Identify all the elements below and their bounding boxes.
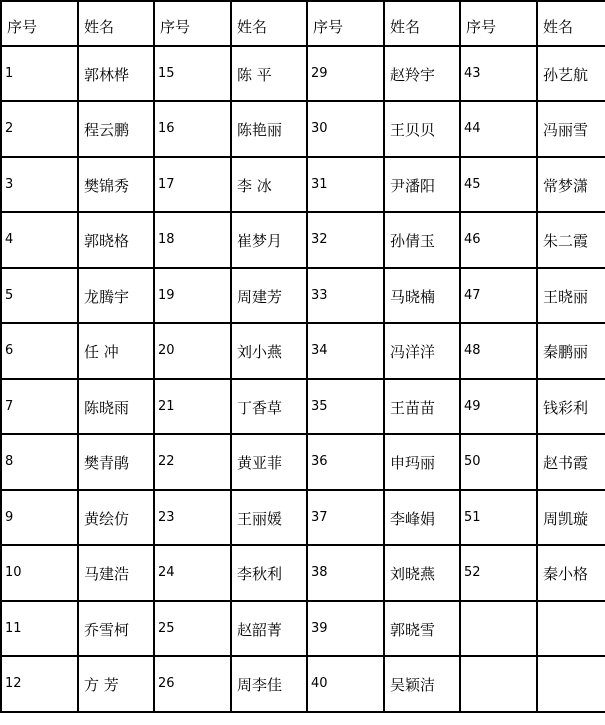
cell-number: 19 (154, 268, 231, 323)
cell-name: 马晓楠 (384, 268, 460, 323)
cell-number: 25 (154, 601, 231, 656)
cell-number: 8 (1, 434, 78, 490)
cell-name: 郭晓雪 (384, 601, 460, 656)
table-header-row (1, 1, 605, 46)
cell-name: 冯丽雪 (537, 101, 605, 157)
cell-name: 吴颖洁 (384, 656, 460, 712)
cell-number: 24 (154, 545, 231, 601)
cell-name: 朱二霞 (537, 212, 605, 268)
header-cell-name: 姓名 (231, 1, 307, 46)
cell-number: 26 (154, 656, 231, 712)
cell-name (537, 601, 605, 656)
cell-name: 秦鹏丽 (537, 323, 605, 379)
cell-name: 孙倩玉 (384, 212, 460, 268)
cell-number: 35 (307, 379, 384, 434)
cell-number: 33 (307, 268, 384, 323)
cell-name: 郭林桦 (78, 46, 154, 101)
table-row (1, 545, 605, 601)
cell-name: 陈艳丽 (231, 101, 307, 157)
cell-name: 方 芳 (78, 656, 154, 712)
cell-name: 常梦潇 (537, 157, 605, 212)
cell-number: 52 (460, 545, 537, 601)
cell-number: 43 (460, 46, 537, 101)
cell-number: 46 (460, 212, 537, 268)
cell-name: 李峰娟 (384, 490, 460, 545)
cell-name: 王苗苗 (384, 379, 460, 434)
cell-number: 29 (307, 46, 384, 101)
cell-name: 乔雪柯 (78, 601, 154, 656)
cell-number: 40 (307, 656, 384, 712)
cell-number: 12 (1, 656, 78, 712)
table-row (1, 490, 605, 545)
cell-name: 王丽媛 (231, 490, 307, 545)
cell-number: 32 (307, 212, 384, 268)
cell-number: 2 (1, 101, 78, 157)
cell-number: 16 (154, 101, 231, 157)
cell-name: 赵书霞 (537, 434, 605, 490)
cell-name: 周建芳 (231, 268, 307, 323)
table-row (1, 46, 605, 101)
cell-number: 23 (154, 490, 231, 545)
header-cell-number: 序号 (460, 1, 537, 46)
cell-name: 刘小燕 (231, 323, 307, 379)
cell-name: 丁香草 (231, 379, 307, 434)
table-row (1, 379, 605, 434)
cell-number: 37 (307, 490, 384, 545)
cell-name: 周凯璇 (537, 490, 605, 545)
cell-name (537, 656, 605, 712)
cell-number: 45 (460, 157, 537, 212)
table-row (1, 212, 605, 268)
cell-number: 22 (154, 434, 231, 490)
cell-number: 5 (1, 268, 78, 323)
header-cell-number: 序号 (307, 1, 384, 46)
cell-number: 3 (1, 157, 78, 212)
cell-name: 郭晓格 (78, 212, 154, 268)
cell-number: 4 (1, 212, 78, 268)
table-row (1, 601, 605, 656)
cell-name: 王晓丽 (537, 268, 605, 323)
cell-name: 钱彩利 (537, 379, 605, 434)
header-cell-name: 姓名 (78, 1, 154, 46)
cell-name: 李秋利 (231, 545, 307, 601)
cell-name: 樊锦秀 (78, 157, 154, 212)
cell-number: 36 (307, 434, 384, 490)
cell-number: 17 (154, 157, 231, 212)
table-row (1, 157, 605, 212)
cell-name: 王贝贝 (384, 101, 460, 157)
cell-name: 周李佳 (231, 656, 307, 712)
cell-number: 49 (460, 379, 537, 434)
cell-number: 50 (460, 434, 537, 490)
cell-name: 赵羚宇 (384, 46, 460, 101)
cell-number: 48 (460, 323, 537, 379)
header-cell-number: 序号 (1, 1, 78, 46)
cell-number: 39 (307, 601, 384, 656)
cell-number: 1 (1, 46, 78, 101)
cell-number: 31 (307, 157, 384, 212)
cell-number: 47 (460, 268, 537, 323)
cell-number: 20 (154, 323, 231, 379)
cell-name: 樊青鹃 (78, 434, 154, 490)
cell-name: 孙艺航 (537, 46, 605, 101)
cell-name: 马建浩 (78, 545, 154, 601)
cell-number (460, 656, 537, 712)
header-cell-number: 序号 (154, 1, 231, 46)
table-row (1, 101, 605, 157)
table-row (1, 656, 605, 712)
cell-name: 李 冰 (231, 157, 307, 212)
cell-number: 44 (460, 101, 537, 157)
cell-name: 申玛丽 (384, 434, 460, 490)
cell-name: 龙腾宇 (78, 268, 154, 323)
cell-name: 任 冲 (78, 323, 154, 379)
cell-number: 38 (307, 545, 384, 601)
cell-name: 黄绘仿 (78, 490, 154, 545)
cell-number: 6 (1, 323, 78, 379)
header-cell-name: 姓名 (384, 1, 460, 46)
cell-name: 程云鹏 (78, 101, 154, 157)
cell-number: 34 (307, 323, 384, 379)
cell-number: 9 (1, 490, 78, 545)
cell-number: 51 (460, 490, 537, 545)
cell-number: 18 (154, 212, 231, 268)
header-cell-name: 姓名 (537, 1, 605, 46)
cell-number: 10 (1, 545, 78, 601)
cell-name: 冯洋洋 (384, 323, 460, 379)
table-row (1, 323, 605, 379)
cell-number (460, 601, 537, 656)
cell-number: 11 (1, 601, 78, 656)
cell-name: 赵韶菁 (231, 601, 307, 656)
cell-name: 黄亚菲 (231, 434, 307, 490)
cell-name: 陈 平 (231, 46, 307, 101)
cell-number: 15 (154, 46, 231, 101)
cell-number: 21 (154, 379, 231, 434)
cell-name: 刘晓燕 (384, 545, 460, 601)
cell-number: 30 (307, 101, 384, 157)
cell-name: 秦小格 (537, 545, 605, 601)
cell-name: 崔梦月 (231, 212, 307, 268)
cell-name: 陈晓雨 (78, 379, 154, 434)
cell-name: 尹潘阳 (384, 157, 460, 212)
table-row (1, 434, 605, 490)
table-row (1, 268, 605, 323)
cell-number: 7 (1, 379, 78, 434)
